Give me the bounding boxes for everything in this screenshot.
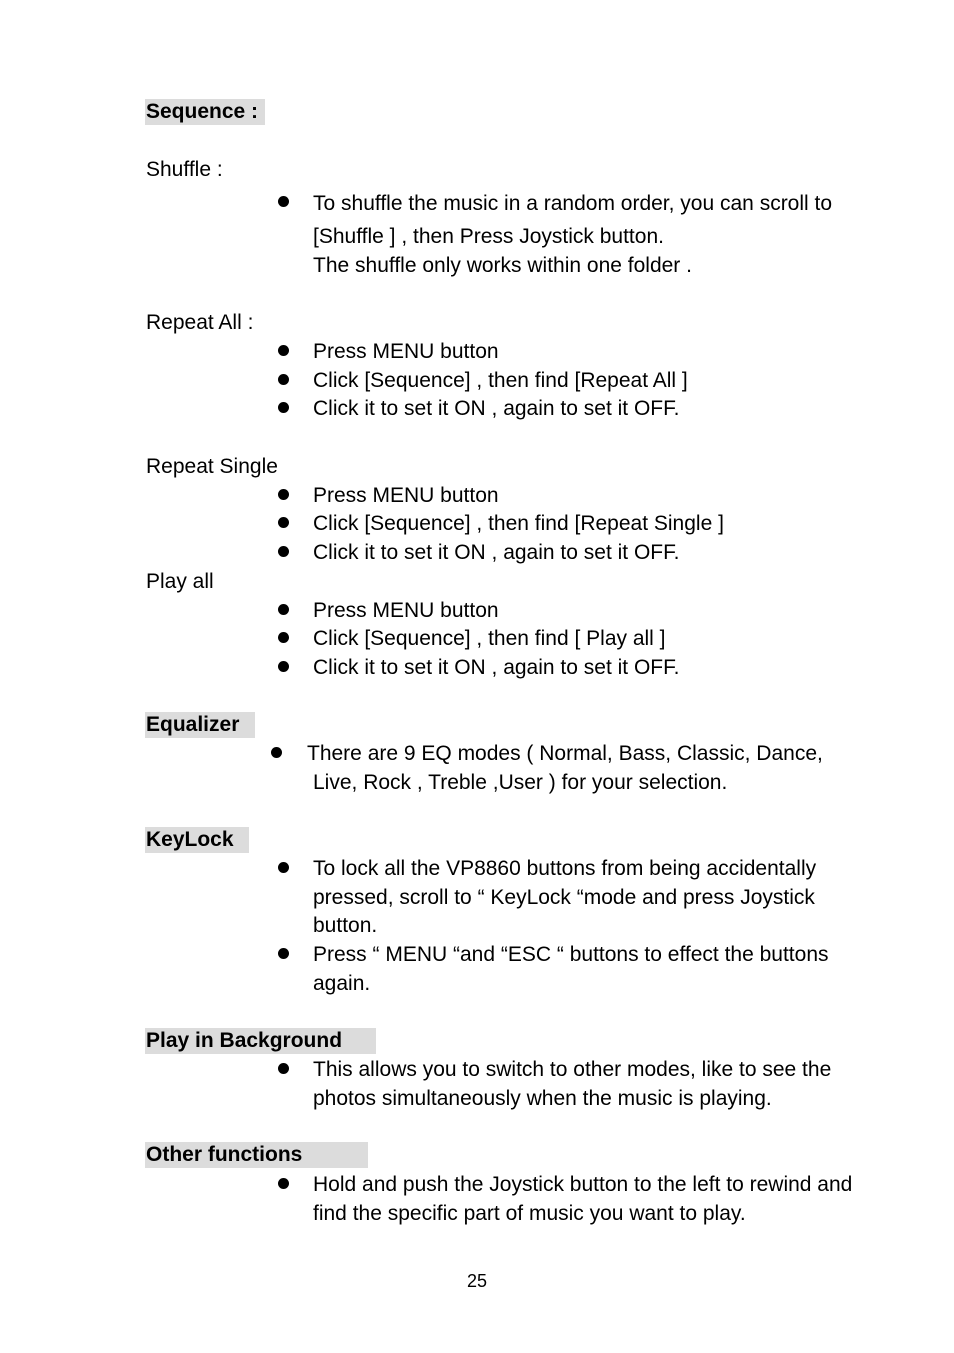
bullet-icon: [278, 661, 289, 672]
bullet-icon: [278, 1063, 289, 1074]
bullet-icon: [278, 374, 289, 385]
keylock-item2-line: again.: [313, 972, 371, 995]
bullet-icon: [278, 632, 289, 643]
bullet-icon: [278, 402, 289, 413]
play-in-background-line: This allows you to switch to other modes, like to see the: [313, 1058, 832, 1081]
repeat-all-item: Click [Sequence] , then find [Repeat All ]: [313, 369, 688, 392]
page-number: 25: [466, 1271, 488, 1291]
bullet-icon: [278, 862, 289, 873]
bullet-icon: [278, 345, 289, 356]
keylock-heading: KeyLock: [145, 827, 249, 853]
sequence-heading: Sequence :: [145, 99, 265, 125]
play-all-item: Press MENU button: [313, 599, 499, 622]
other-functions-line: Hold and push the Joystick button to the left to rewind and: [313, 1173, 853, 1196]
bullet-icon: [278, 546, 289, 557]
keylock-item1-line: pressed, scroll to “ KeyLock “mode and press Joystick: [313, 886, 815, 909]
other-functions-line: find the specific part of music you want to play.: [313, 1202, 746, 1225]
bullet-icon: [271, 747, 282, 758]
repeat-single-item: Click it to set it ON , again to set it OFF.: [313, 541, 680, 564]
keylock-item1-line: button.: [313, 914, 378, 937]
keylock-item2-line: Press “ MENU “and “ESC “ buttons to effect the buttons: [313, 943, 829, 966]
repeat-single-label: Repeat Single: [146, 455, 278, 478]
repeat-single-item: Click [Sequence] , then find [Repeat Single ]: [313, 512, 724, 535]
bullet-icon: [278, 1178, 289, 1189]
equalizer-line-2: Live, Rock , Treble ,User ) for your selection.: [313, 771, 728, 794]
keylock-item1-line: To lock all the VP8860 buttons from being accidentally: [313, 857, 817, 880]
bullet-icon: [278, 196, 289, 207]
shuffle-line-2: [Shuffle ] , then Press Joystick button.: [313, 225, 664, 248]
play-in-background-heading: Play in Background: [145, 1028, 376, 1054]
other-functions-heading: Other functions: [145, 1142, 368, 1168]
shuffle-line-1: To shuffle the music in a random order, you can scroll to: [313, 192, 833, 215]
equalizer-line-1: There are 9 EQ modes ( Normal, Bass, Classic, Dance,: [307, 742, 823, 765]
equalizer-heading: Equalizer: [145, 712, 255, 738]
play-all-item: Click it to set it ON , again to set it OFF.: [313, 656, 680, 679]
play-in-background-line: photos simultaneously when the music is playing.: [313, 1087, 772, 1110]
play-all-item: Click [Sequence] , then find [ Play all ]: [313, 627, 666, 650]
repeat-all-item: Click it to set it ON , again to set it OFF.: [313, 397, 680, 420]
repeat-all-item: Press MENU button: [313, 340, 499, 363]
bullet-icon: [278, 517, 289, 528]
repeat-all-label: Repeat All :: [146, 311, 254, 334]
play-all-label: Play all: [146, 570, 214, 593]
shuffle-line-3: The shuffle only works within one folder .: [313, 254, 692, 277]
bullet-icon: [278, 604, 289, 615]
bullet-icon: [278, 948, 289, 959]
repeat-single-item: Press MENU button: [313, 484, 499, 507]
bullet-icon: [278, 489, 289, 500]
shuffle-label: Shuffle :: [146, 158, 223, 181]
